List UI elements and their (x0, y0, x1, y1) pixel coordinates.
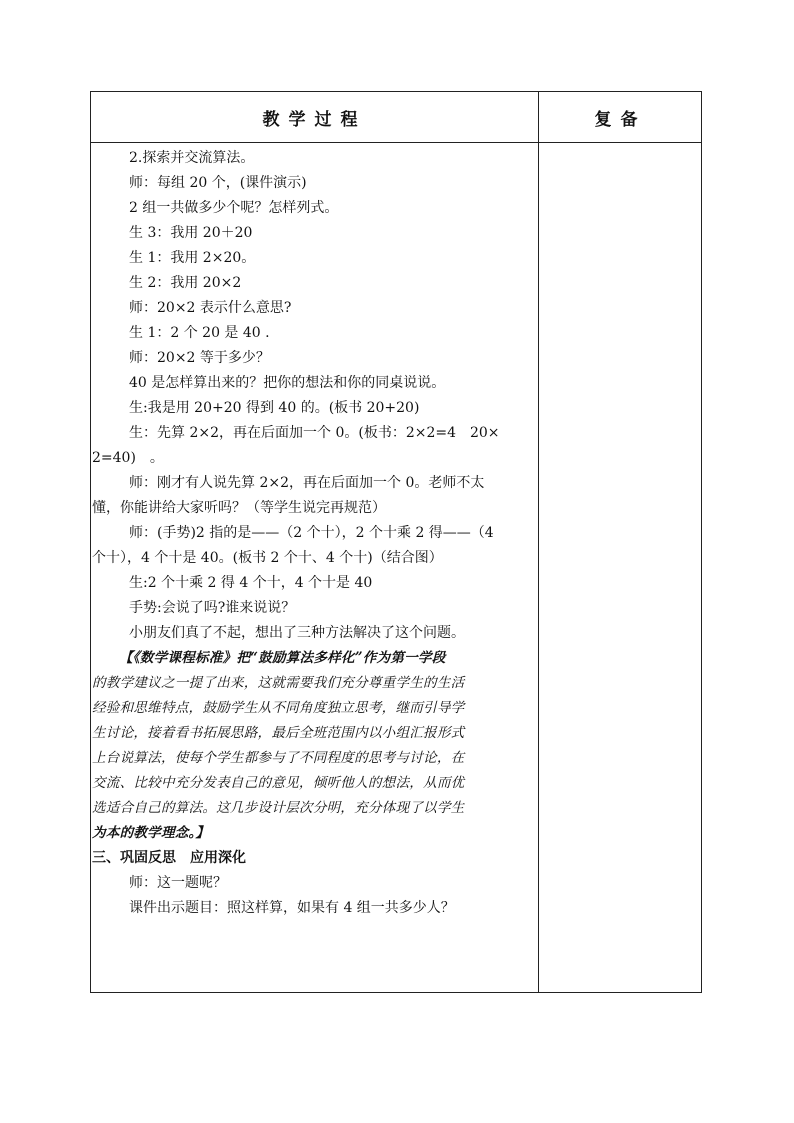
text-line: 40 是怎样算出来的？把你的想法和你的同桌说说。 (129, 375, 446, 391)
commentary-line: 为本的教学理念。】 (92, 825, 210, 841)
commentary-line: 选适合自己的算法。这几步设计层次分明，充分体现了以学生 (92, 800, 465, 816)
commentary-line: 【《数学课程标准》把“鼓励算法多样化”作为第一学段 (119, 650, 446, 666)
lesson-table (90, 91, 702, 993)
text-line: 手势:会说了吗?谁来说说？ (129, 600, 296, 616)
text-line: 个十），4 个十是 40。(板书 2 个十、4 个十)（结合图） (92, 550, 443, 566)
text-line: 生:我是用 20+20 得到 40 的。(板书 20+20) (129, 400, 420, 416)
section-heading: 三、巩固反思 应用深化 (92, 850, 246, 866)
text-line: 师：(手势)2 指的是——（2 个十），2 个十乘 2 得——（4 (129, 525, 494, 541)
commentary-line: 的教学建议之一提了出来，这就需要我们充分尊重学生的生活 (92, 675, 465, 691)
text-line: 生 2：我用 20×2 (129, 275, 242, 291)
text-line: 2 组一共做多少个呢？怎样列式。 (129, 200, 339, 216)
text-line: 师：刚才有人说先算 2×2，再在后面加一个 0。老师不太 (129, 475, 485, 491)
text-line: 师：每组 20 个，(课件演示) (129, 175, 307, 191)
text-line: 小朋友们真了不起，想出了三种方法解决了这个问题。 (129, 625, 465, 641)
text-line: 2.探索并交流算法。 (129, 150, 255, 166)
text-line: 生 1：我用 2×20。 (129, 250, 256, 266)
column-divider (538, 92, 539, 992)
header-teaching-process: 教学过程 (262, 109, 367, 130)
text-line: 师：20×2 等于多少？ (129, 350, 270, 366)
commentary-line: 交流、比较中充分发表自己的意见，倾听他人的想法，从而优 (92, 775, 465, 791)
commentary-line: 生讨论，接着看书拓展思路，最后全班范围内以小组汇报形式 (92, 725, 465, 741)
text-line: 懂，你能讲给大家听吗？（等学生说完再规范） (92, 500, 386, 516)
header-review-notes: 复备 (594, 109, 647, 130)
text-line: 课件出示题目：照这样算，如果有 4 组一共多少人？ (129, 900, 455, 916)
text-line: 2=40) 。 (92, 450, 164, 466)
text-line: 生：先算 2×2，再在后面加一个 0。(板书：2×2=4 20× (129, 425, 500, 441)
text-line: 生 3：我用 20＋20 (129, 225, 253, 241)
commentary-line: 经验和思维特点，鼓励学生从不同角度独立思考，继而引导学 (92, 700, 465, 716)
text-line: 生:2 个十乘 2 得 4 个十，4 个十是 40 (129, 575, 373, 591)
commentary-line: 上台说算法，使每个学生都参与了不同程度的思考与讨论，在 (92, 750, 465, 766)
text-line: 师：20×2 表示什么意思? (129, 300, 292, 316)
teaching-process-content (92, 146, 534, 921)
header-divider (91, 142, 701, 143)
text-line: 师：这一题呢？ (129, 875, 227, 891)
text-line: 生 1：2 个 20 是 40 . (129, 325, 270, 341)
